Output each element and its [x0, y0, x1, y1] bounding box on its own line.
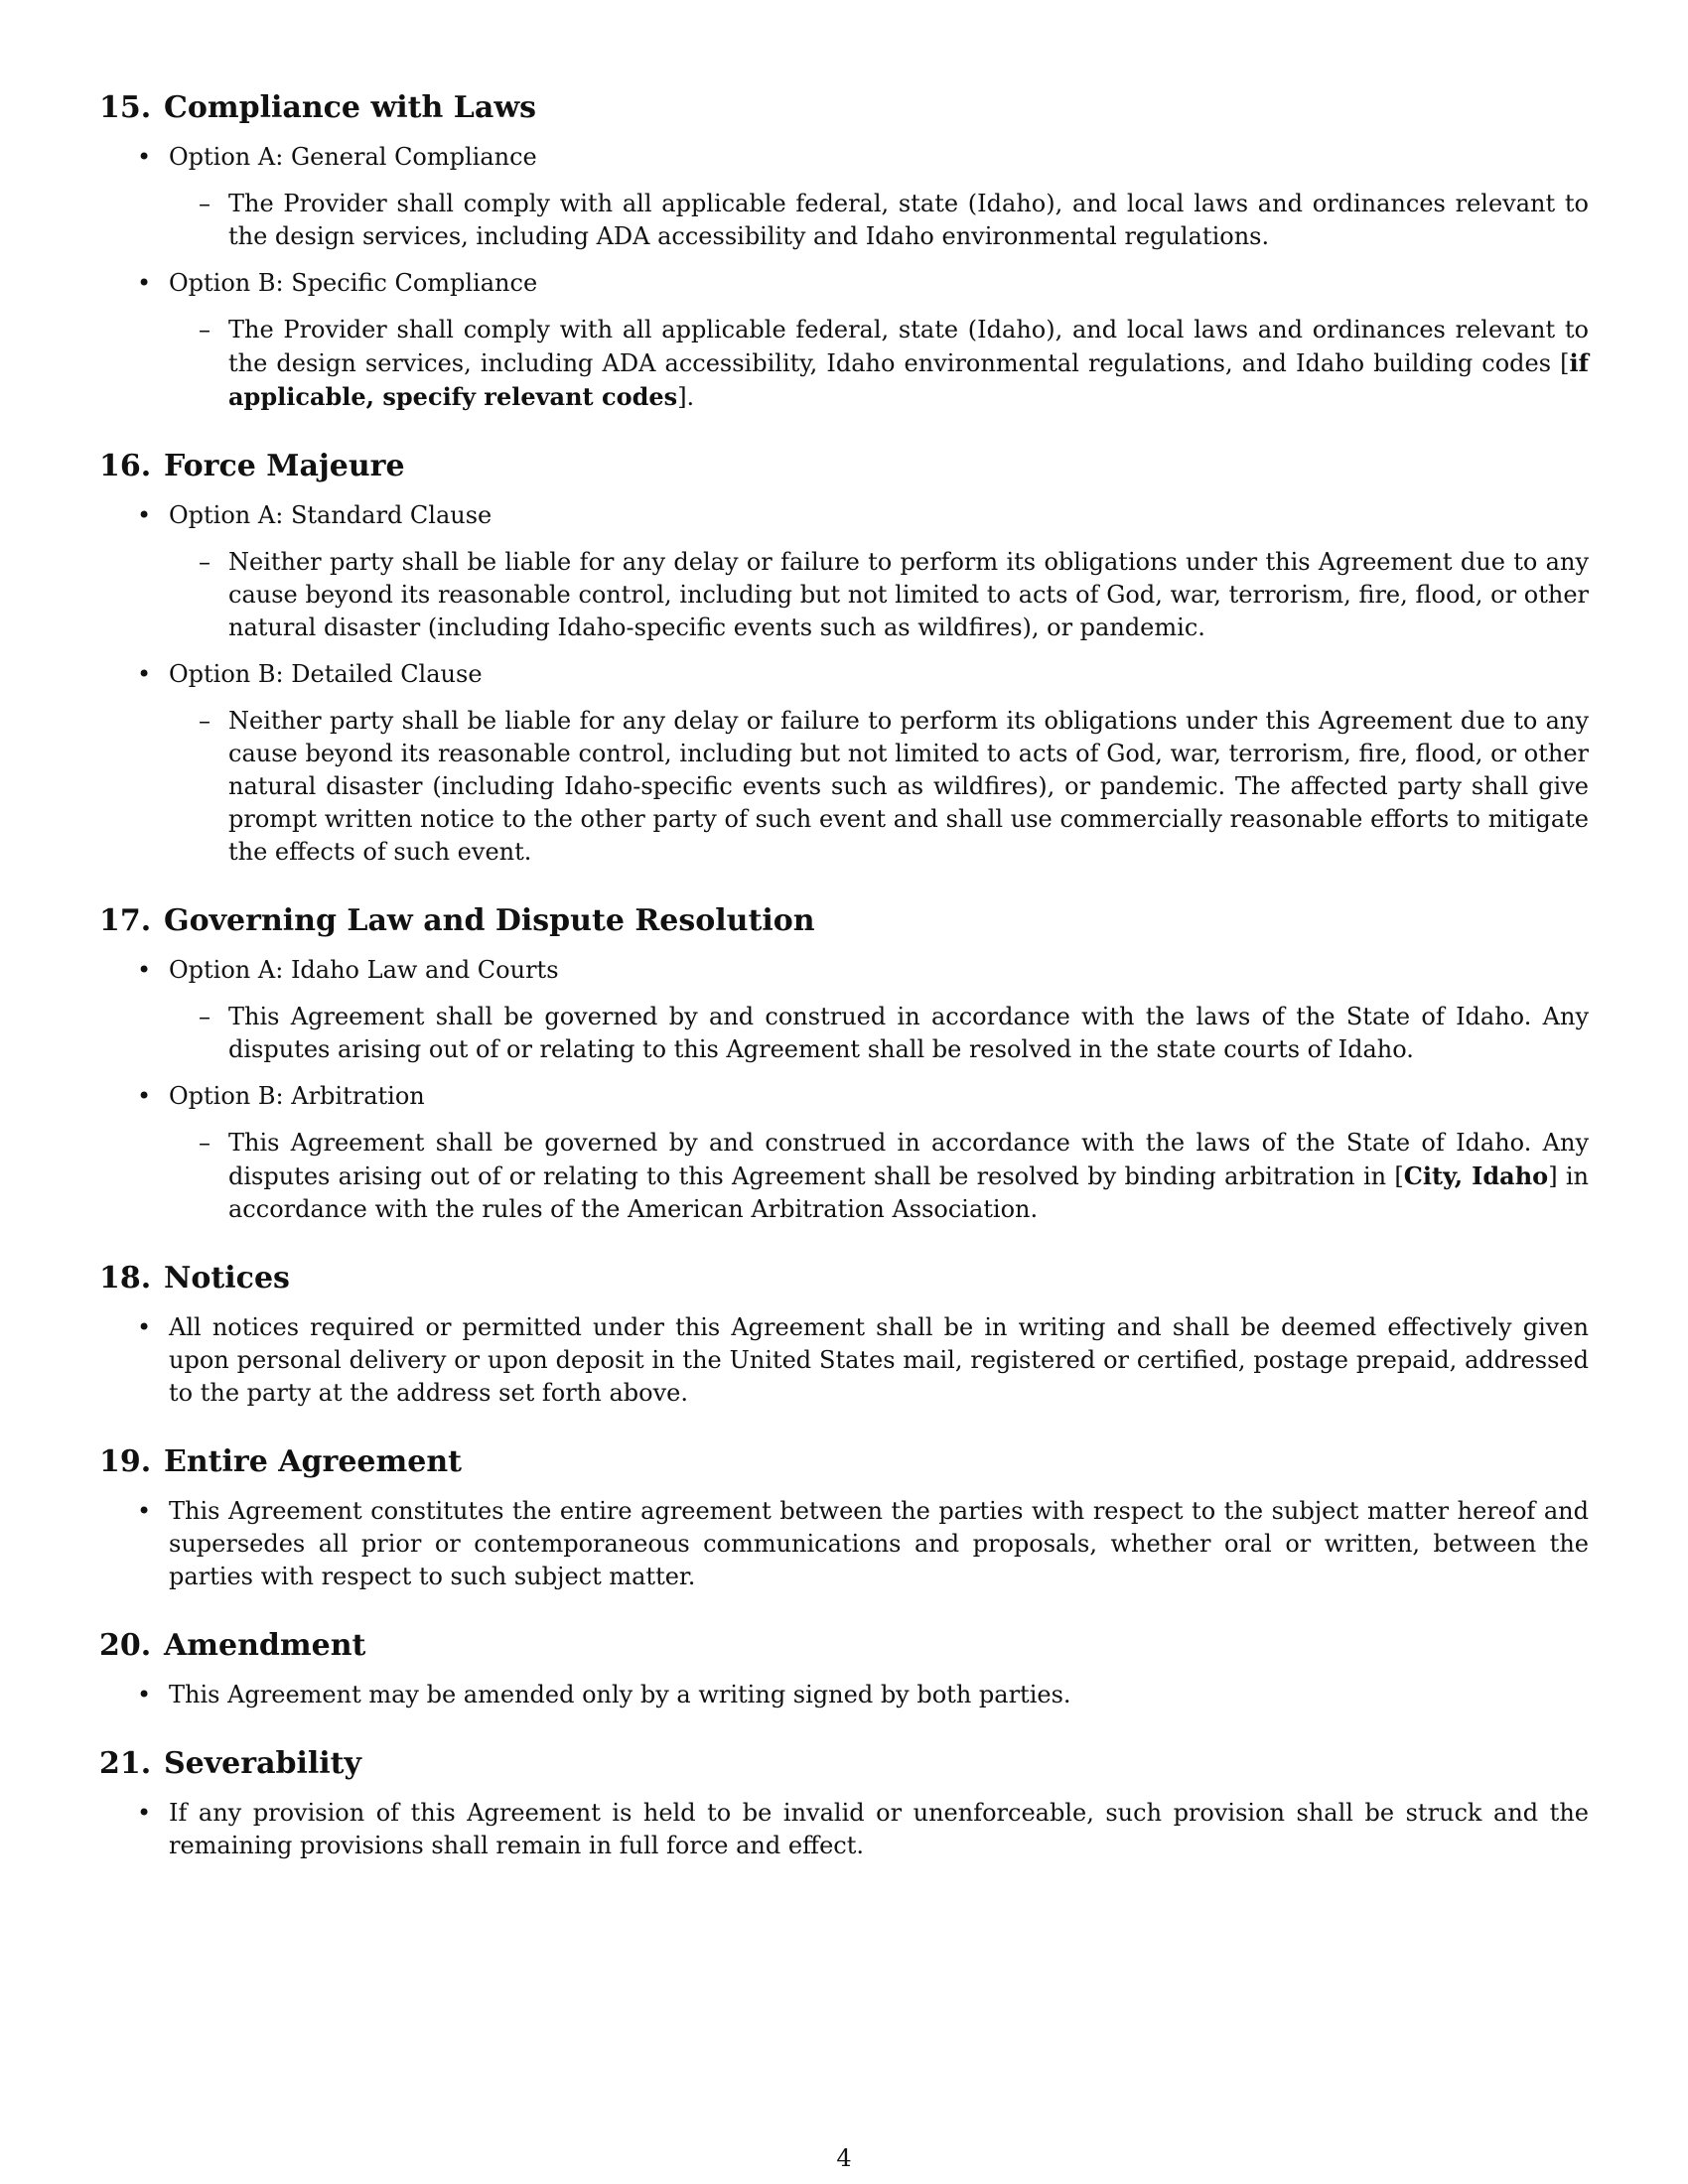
option-clause: [169, 705, 1589, 869]
clause-item: • All notices required or permitted under this Agreement shall be in writing and shall be deemed effectively given upon personal delivery or upon deposit in the United States mail, registered or certified, postage prepaid, addressed to the party at the address set forth above.: [99, 1311, 1589, 1410]
option-list: [99, 499, 1589, 869]
section-20: [99, 1627, 1589, 1711]
option-label: • Option B: Detailed Clause: [169, 660, 483, 688]
section-heading: [99, 448, 1589, 485]
clause-text: Neither party shall be liable for any delay or failure to perform its obligations under this Agreement due to any cause beyond its reasonable control, including but not limited to acts of God, war, terrorism, fire, flood, or other natural disaster (including Idaho-specific events such as wildfires), or pandemic.: [228, 548, 1589, 641]
section-title: Entire Agreement: [164, 1444, 462, 1479]
clause-text: Neither party shall be liable for any delay or failure to perform its obligations under this Agreement due to any cause beyond its reasonable control, including but not limited to acts of God, war, terrorism, fire, flood, or other natural disaster (including Idaho-specific events such as wildfires), or pandemic. The affected party shall give prompt written notice to the other party of such event and shall use commercially reasonable efforts to mitigate the effects of such event.: [228, 707, 1589, 866]
section-number: 19.: [99, 1444, 152, 1479]
dash-marker: –: [199, 316, 211, 343]
option-clause: [169, 314, 1589, 414]
clause-list: [99, 1679, 1589, 1711]
clause-item: • If any provision of this Agreement is held to be invalid or unenforceable, such provision shall be struck and the remaining provisions shall remain in full force and effect.: [99, 1797, 1589, 1862]
clause-text-end: ].: [677, 383, 695, 411]
option-label: • Option A: General Compliance: [169, 143, 537, 171]
section-heading: [99, 1260, 1589, 1297]
section-heading: [99, 902, 1589, 940]
option-clause: [169, 1127, 1589, 1226]
section-title: Notices: [164, 1261, 290, 1296]
dash-marker: –: [199, 707, 211, 735]
clause-text: The Provider shall comply with all applicable federal, state (Idaho), and local laws and ordinances relevant to the design services, including ADA accessibility, Idaho environmental regulations, and Idaho building codes [: [228, 316, 1589, 377]
section-17: [99, 902, 1589, 1226]
section-15: [99, 89, 1589, 414]
section-heading: [99, 1443, 1589, 1481]
section-title: Force Majeure: [164, 449, 405, 483]
clause-text: The Provider shall comply with all applicable federal, state (Idaho), and local laws and ordinances relevant to the design services, including ADA accessibility and Idaho environmental regulations.: [228, 190, 1589, 250]
clause-text: This Agreement shall be governed by and construed in accordance with the laws of the State of Idaho. Any disputes arising out of or relating to this Agreement shall be resolved by binding arbitration in [: [228, 1129, 1589, 1190]
section-number: 18.: [99, 1261, 152, 1296]
page-number: 4: [836, 2144, 852, 2172]
clause-list: [99, 1495, 1589, 1593]
section-number: 15.: [99, 90, 152, 125]
dash-marker: –: [199, 190, 211, 217]
section-number: 17.: [99, 903, 152, 938]
option-item: [99, 658, 1589, 869]
dash-marker: –: [199, 1129, 211, 1157]
option-label: • Option A: Standard Clause: [169, 501, 492, 529]
dash-marker: –: [199, 1003, 211, 1030]
dash-marker: –: [199, 548, 211, 576]
option-item: [99, 267, 1589, 414]
section-19: [99, 1443, 1589, 1593]
section-number: 16.: [99, 449, 152, 483]
section-title: Severability: [164, 1746, 361, 1781]
section-number: 21.: [99, 1746, 152, 1781]
section-number: 20.: [99, 1628, 152, 1663]
placeholder-text: City, Idaho: [1403, 1161, 1549, 1190]
option-label: • Option B: Arbitration: [169, 1082, 425, 1110]
option-item: [99, 1080, 1589, 1226]
section-title: Amendment: [164, 1628, 366, 1663]
option-clause: [169, 1001, 1589, 1066]
option-item: [99, 954, 1589, 1066]
clause-text-end: ] in accordance with the rules of the American Arbitration Association.: [228, 1162, 1590, 1223]
section-heading: [99, 1745, 1589, 1783]
placeholder-text: if applicable, specify relevant codes: [228, 348, 1589, 411]
option-item: [99, 141, 1589, 253]
section-title: Compliance with Laws: [164, 90, 537, 125]
option-item: [99, 499, 1589, 644]
clause-item: • This Agreement constitutes the entire agreement between the parties with respect to the subject matter hereof and supersedes all prior or contemporaneous communications and proposals, whether oral or written, between the parties with respect to such subject matter.: [99, 1495, 1589, 1593]
option-label: • Option A: Idaho Law and Courts: [169, 956, 559, 984]
section-title: Governing Law and Dispute Resolution: [164, 903, 815, 938]
clause-item: • This Agreement may be amended only by a writing signed by both parties.: [99, 1679, 1589, 1711]
section-21: [99, 1745, 1589, 1862]
option-list: [99, 954, 1589, 1226]
option-list: [99, 141, 1589, 414]
document-page: [99, 89, 1589, 1896]
clause-list: [99, 1311, 1589, 1410]
option-clause: [169, 188, 1589, 253]
section-18: [99, 1260, 1589, 1410]
section-16: [99, 448, 1589, 869]
clause-list: [99, 1797, 1589, 1862]
option-clause: [169, 546, 1589, 644]
clause-text: This Agreement shall be governed by and construed in accordance with the laws of the State of Idaho. Any disputes arising out of or relating to this Agreement shall be resolved in the state courts of Idaho.: [228, 1003, 1589, 1063]
option-label: • Option B: Specific Compliance: [169, 269, 538, 297]
section-heading: [99, 89, 1589, 127]
section-heading: [99, 1627, 1589, 1665]
